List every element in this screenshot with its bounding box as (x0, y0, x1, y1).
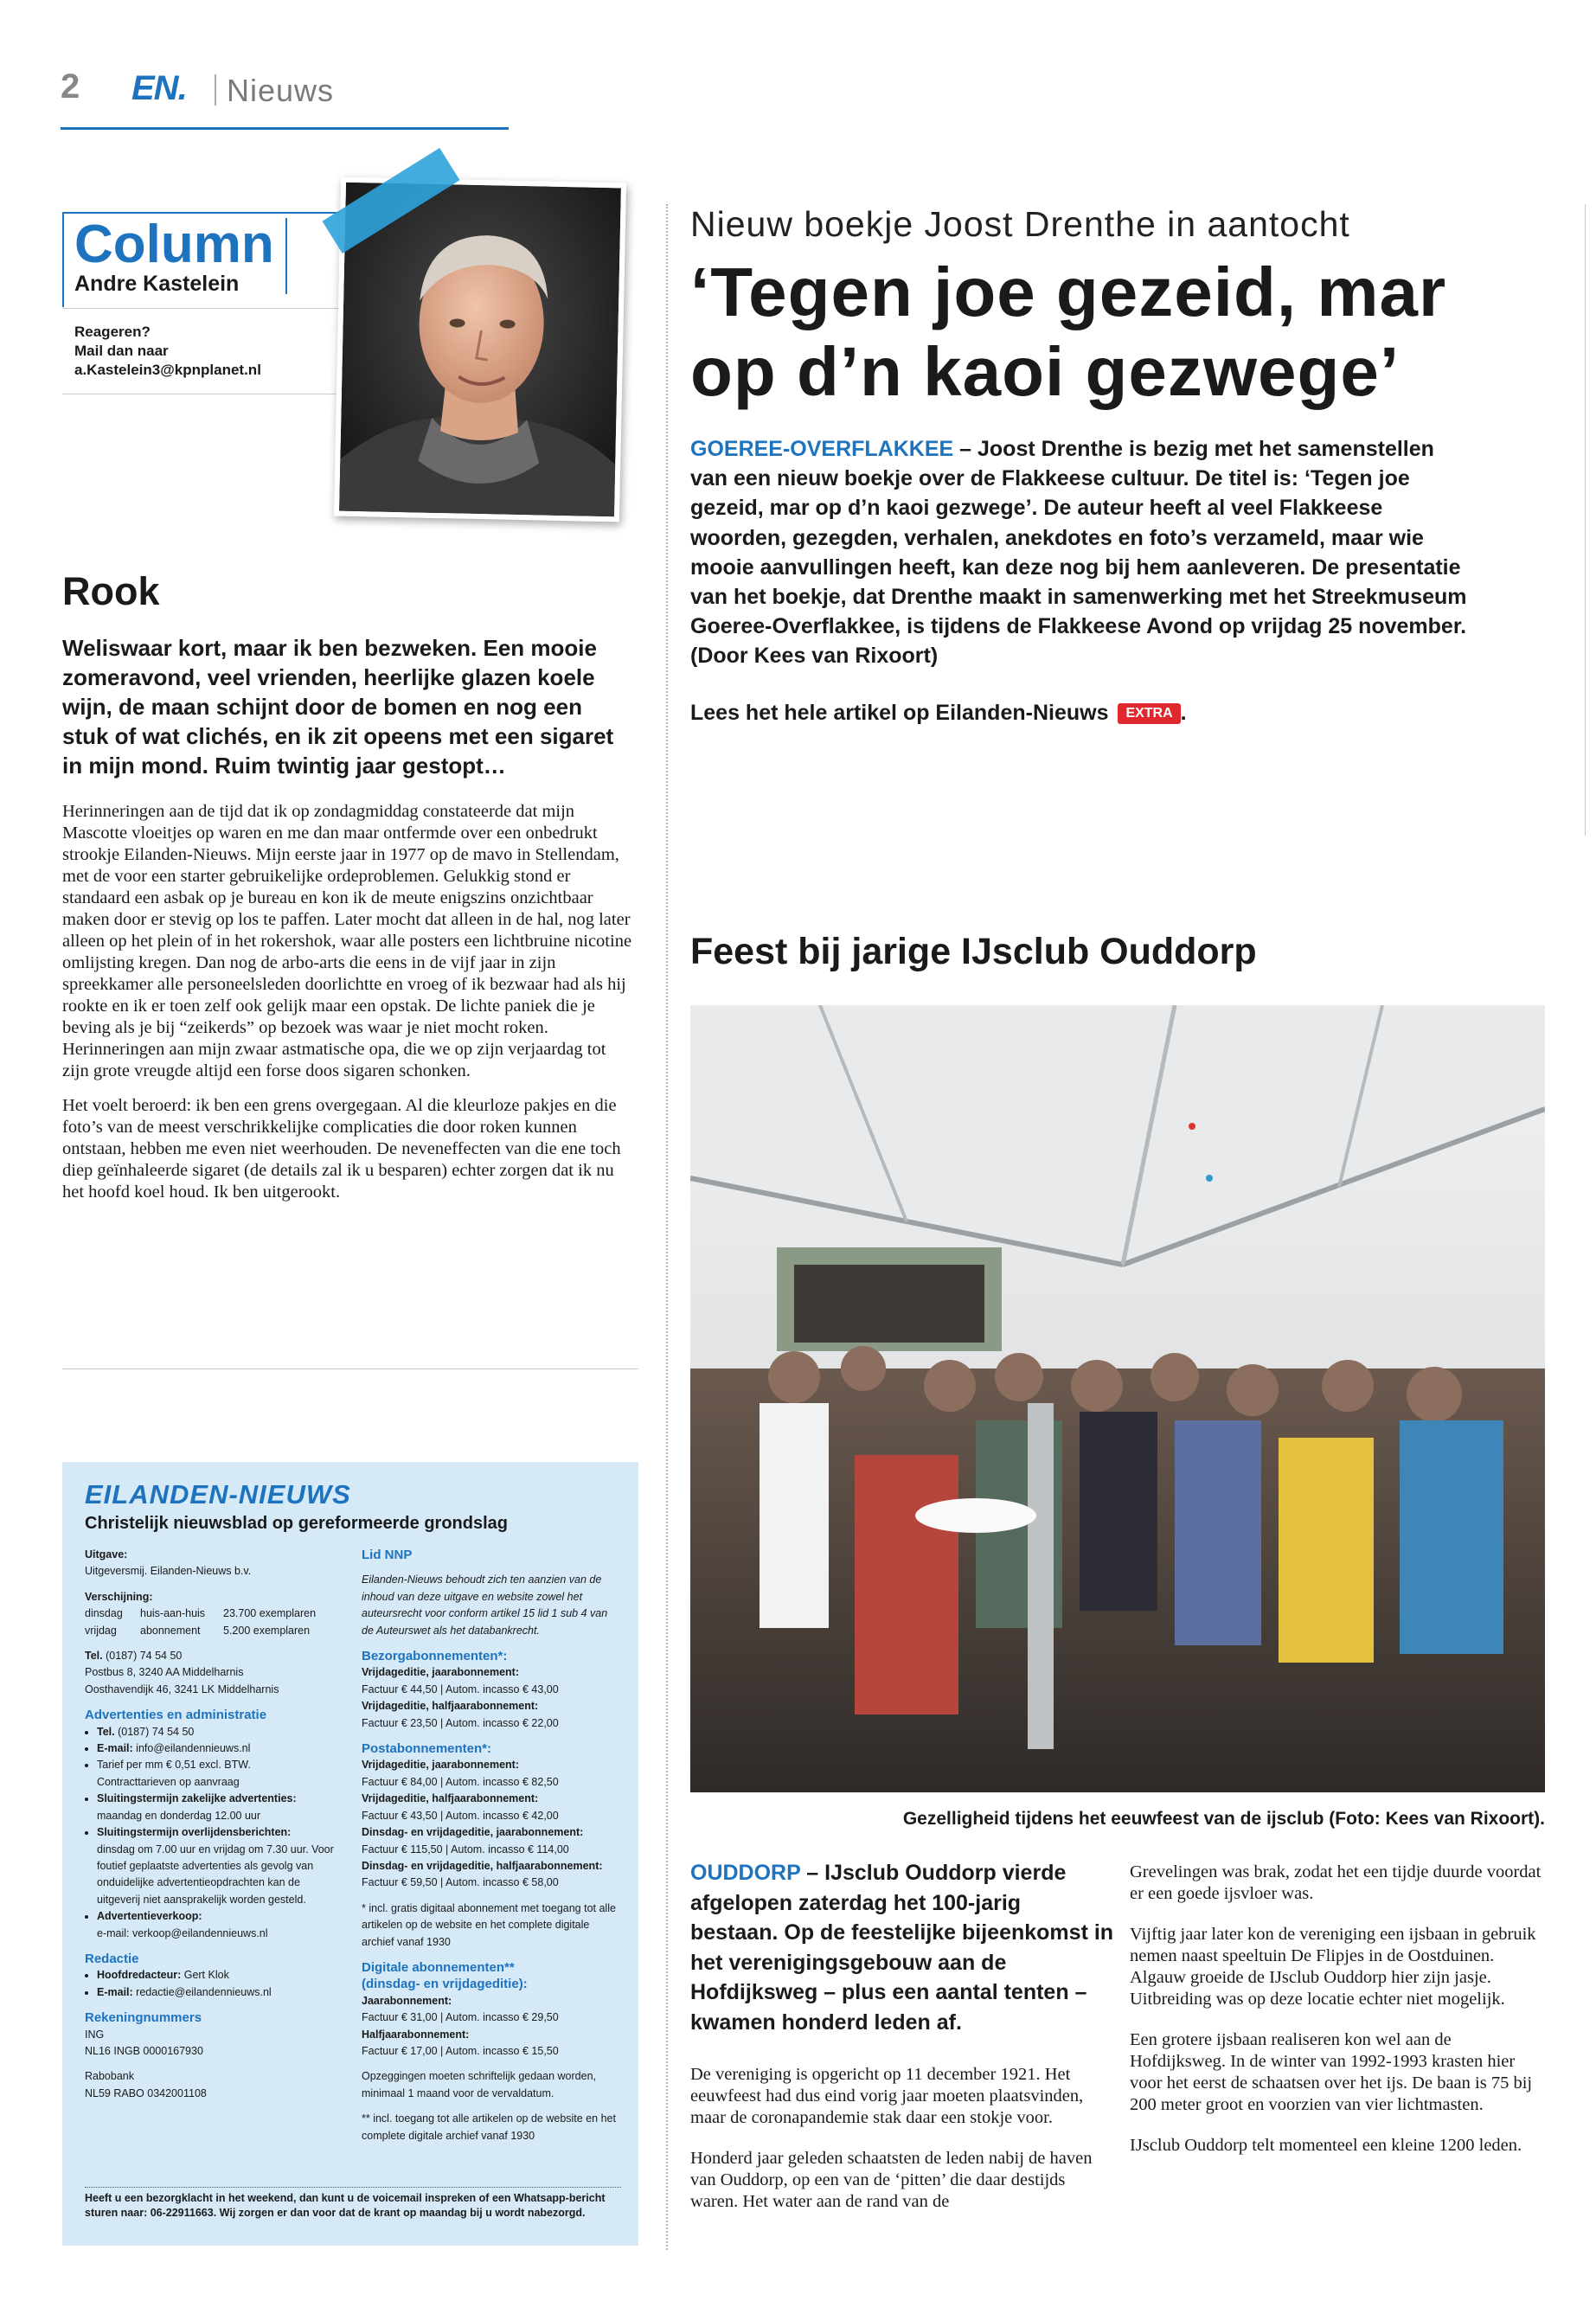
label: Advertentieverkoop: (97, 1910, 202, 1923)
digital-heading-sub: (dinsdag- en vrijdageditie): (362, 1977, 528, 1992)
address: Postbus 8, 3240 AA Middelharnis (85, 1666, 244, 1679)
column-author: Andre Kastelein (74, 272, 240, 296)
extra-badge[interactable]: EXTRA (1118, 703, 1180, 724)
lid-nnp: Lid NNP (362, 1548, 413, 1562)
article1-dateline: GOEREE-OVERFLAKKEE (690, 437, 954, 461)
value: dinsdag om 7.00 uur en vrijdag om 7.30 uur. Voor foutief geplaatste advertenties als gevolg van onduidelijke advertentieopdrachten kan de uitgeverij niet aansprakelijk worden gesteld. (97, 1843, 334, 1906)
value: maandag en donderdag 12.00 uur (97, 1809, 261, 1822)
adv-tarief (97, 1757, 344, 1791)
label: Tel. (97, 1725, 115, 1738)
price-value: Factuur € 115,50 | Autom. incasso € 114,00 (362, 1843, 569, 1856)
price-label: Vrijdageditie, halfjaarabonnement: (362, 1700, 539, 1713)
tel-value: (0187) 74 54 50 (106, 1650, 183, 1663)
value: Contracttarieven op aanvraag (97, 1775, 240, 1788)
verschijning-label: Verschijning: (85, 1590, 153, 1603)
column-box-left-border (62, 212, 64, 307)
column-divider (666, 204, 668, 2250)
adv-verkoop (97, 1908, 344, 1942)
verschijning-type: abonnement (140, 1624, 201, 1637)
footnote: * incl. gratis digitaal abonnement met toegang tot alle artikelen op de website en het complete digitale archief vanaf 1930 (362, 1901, 616, 1948)
hoofdredacteur (97, 1967, 344, 1984)
bank: ING (85, 2028, 105, 2041)
price-value: Factuur € 17,00 | Autom. incasso € 15,50 (362, 2044, 559, 2057)
price-value: Factuur € 23,50 | Autom. incasso € 22,00 (362, 1716, 559, 1729)
label: Hoofdredacteur: (97, 1969, 182, 1982)
article2-body-right (1130, 1862, 1545, 2176)
verschijning-count: 5.200 exemplaren (223, 1624, 311, 1637)
bezorg-heading: Bezorgabonnementen*: (362, 1649, 508, 1664)
adv-list (85, 1724, 344, 1942)
price-label: Jaarabonnement: (362, 1994, 452, 2007)
brand-logo: EN. (131, 69, 187, 107)
rekening-heading: Rekeningnummers (85, 2010, 202, 2026)
sluiting-zakelijk (97, 1791, 344, 1824)
value[interactable]: info@eilandennieuws.nl (136, 1742, 251, 1755)
article2-intro (690, 1858, 1114, 2037)
adv-email (97, 1740, 344, 1757)
bank: Rabobank (85, 2070, 134, 2083)
column-headline: Rook (62, 569, 160, 613)
article1-text: – Joost Drenthe is bezig met het samenstellen van een nieuw boekje over de Flakkeese cultuur. De titel is: ‘Tegen joe gezeid, mar op d’n kaoi gezwege’. De auteur heeft al veel Flakkeese woorden, gezegden, verhalen, anekdotes en foto’s verzameld, maar wie mooie aanvullingen heeft, kan deze nog bij hem aanleveren. De presentatie van het boekje, dat Drenthe maakt in samenwerking met het Streekmuseum Goeree-Overflakkee, is tijdens de Flakkeese Avond op vrijdag 25 november. (Door Kees van Rixoort) (690, 437, 1467, 669)
article2-headline: Feest bij jarige IJsclub Ouddorp (690, 931, 1257, 972)
header-separator (215, 74, 216, 106)
adv-heading: Advertenties en administratie (85, 1708, 267, 1723)
colophon-footer: Heeft u een bezorgklacht in het weekend, dan kunt u de voicemail inspreken of een Whatsapp-bericht sturen naar: 06-22911663. Wij zorgen er dan voor dat de krant op maandag bij u wordt nabezorgd. (85, 2187, 621, 2221)
verschijning-row (85, 1606, 344, 1622)
article2-paragraph: Honderd jaar geleden schaatsten de leden nabij de haven van Ouddorp, op een van de ‘pitten’ die daar destijds waren. Het water aan de rand van de (690, 2149, 1093, 2211)
value: Tarief per mm € 0,51 excl. BTW. (97, 1759, 251, 1772)
header-underline (61, 127, 509, 130)
tel-label: Tel. (85, 1650, 103, 1663)
verschijning-count: 23.700 exemplaren (223, 1607, 317, 1620)
article2-paragraph: IJsclub Ouddorp telt momenteel een kleine 1200 leden. (1130, 2136, 1522, 2155)
value: (0187) 74 54 50 (118, 1725, 195, 1738)
headline-line: op d’n kaoi gezwege’ (690, 333, 1401, 410)
read-more-end: . (1180, 701, 1187, 725)
label: Sluitingstermijn overlijdensberichten: (97, 1826, 292, 1839)
article1-headline (690, 253, 1555, 412)
price-value: Factuur € 31,00 | Autom. incasso € 29,50 (362, 2011, 559, 2024)
contact-email[interactable]: a.Kastelein3@kpnplanet.nl (74, 362, 261, 378)
footnote: ** incl. toegang tot alle artikelen op de website en het complete digitale archief vanaf 1930 (362, 2112, 616, 2142)
bank-number: NL59 RABO 0342001108 (85, 2086, 207, 2099)
adv-tel (97, 1724, 344, 1740)
value: e-mail: verkoop@eilandennieuws.nl (97, 1926, 268, 1939)
divider (62, 1368, 638, 1369)
contact-line: Mail dan naar (74, 343, 169, 359)
column-label: Column (74, 215, 274, 274)
column-paragraph: Herinneringen aan de tijd dat ik op zondagmiddag constateerde dat mijn Mascotte vloeitjes op waren en me dan maar ontfermde over een onbedrukt strookje Eilanden-Nieuws. Mijn eerste jaar in 1977 op de mavo in Stellendam, met de voor een starter gebruikelijke ordeproblemen. Gelukkig stond er standaard een asbak op je bureau en kon ik de meute enigszins onzichtbaar maken door er stevig op los te paffen. Later mocht dat alleen in de hal, nog later alleen op het plein of in het rokershok, waar alle posters een lichtbruine nicotine omlijsting kregen. Dan nog de arbo-arts die eens in de vijf jaar in zijn spreekkamer alle personeelsleden doorlichtte en vroeg of ik bezwaar had als hij rookte en ik er toen zelf ook gelijk maar een opstak. De lichte paniek die je beving als je bij “zeikerds” op bezoek was waar je niet mocht roken. Herinneringen aan mijn zwaar astmatische opa, die we op zijn verjaardag tot zijn grote vreugde altijd een forse doos sigaren schonken. (62, 802, 632, 1080)
column-label-divider (285, 218, 287, 294)
value[interactable]: redactie@eilandennieuws.nl (136, 1985, 272, 1998)
photo-caption: Gezelligheid tijdens het eeuwfeest van de ijsclub (Foto: Kees van Rixoort). (902, 1809, 1545, 1829)
price-value: Factuur € 43,50 | Autom. incasso € 42,00 (362, 1809, 559, 1822)
rights-notice: Eilanden-Nieuws behoudt zich ten aanzien van de inhoud van deze uitgave en website zowel het auteursrecht voor conform artikel 15 lid 1 sub 4 van de Auteurswet als het databankrecht. (362, 1574, 608, 1637)
post-heading: Postabonnementen*: (362, 1741, 492, 1757)
label: Sluitingstermijn zakelijke advertenties: (97, 1792, 297, 1805)
redactie-email (97, 1984, 344, 2001)
article1-body (690, 434, 1469, 671)
column-box-top-border (62, 212, 339, 214)
label: E-mail: (97, 1742, 133, 1755)
price-value: Factuur € 84,00 | Autom. incasso € 82,50 (362, 1775, 559, 1788)
address: Oosthavendijk 46, 3241 LK Middelharnis (85, 1682, 279, 1695)
price-label: Halfjaarabonnement: (362, 2028, 470, 2041)
digital-heading: Digitale abonnementen** (362, 1959, 515, 1975)
read-more-link[interactable] (690, 701, 1187, 726)
verschijning-day: dinsdag (85, 1607, 123, 1620)
article2-paragraph: Vijftig jaar later kon de vereniging een ijsbaan in gebruik nemen naast speeltuin De Flipjes in de Oostduinen. Algauw groeide de IJsclub Ouddorp hier zijn jasje. Uitbreiding was op deze locatie echter niet mogelijk. (1130, 1925, 1536, 2009)
colophon-logo: EILANDEN-NIEUWS (85, 1479, 351, 1509)
headline-line: ‘Tegen joe gezeid, mar (690, 253, 1447, 330)
colophon-subtitle: Christelijk nieuwsblad op gereformeerde grondslag (85, 1514, 508, 1533)
redactie-heading: Redactie (85, 1951, 139, 1966)
sluiting-overlijden (97, 1824, 344, 1908)
verschijning-row (85, 1623, 344, 1639)
column-paragraph: Het voelt beroerd: ik ben een grens overgegaan. Al die kleurloze pakjes en die foto’s van de meest verschrikkelijke complicaties die door roken kunnen ontstaan, hebben me even niet weerhouden. De neveneffecten van die ene toch diep geïnhaleerde sigaret (de details zal ik u besparen) echter zorgen dat ik nu het hoofd koel houd. Ik ben uitgerookt. (62, 1096, 621, 1202)
article2-body-left (690, 2064, 1097, 2232)
section-name: Nieuws (227, 73, 335, 108)
colophon-right (362, 1547, 621, 2144)
price-label: Vrijdageditie, jaarabonnement: (362, 1759, 519, 1772)
event-photo (690, 1005, 1545, 1792)
colophon-left (85, 1547, 344, 2102)
page-number: 2 (61, 67, 80, 106)
uitgave-label: Uitgave: (85, 1548, 128, 1561)
bank-number: NL16 INGB 0000167930 (85, 2044, 203, 2057)
article2-dateline: OUDDORP (690, 1861, 801, 1885)
price-value: Factuur € 44,50 | Autom. incasso € 43,00 (362, 1682, 559, 1695)
divider (62, 308, 339, 309)
column-body (62, 801, 633, 1216)
price-label: Vrijdageditie, jaarabonnement: (362, 1666, 519, 1679)
article2-paragraph: Grevelingen was brak, zodat het een tijdje duurde voordat er een goede ijsvloer was. (1130, 1862, 1542, 1903)
uitgave: Uitgeversmij. Eilanden-Nieuws b.v. (85, 1565, 252, 1578)
telephone (85, 1648, 344, 1664)
read-more-text: Lees het hele artikel op Eilanden-Nieuws (690, 701, 1109, 725)
price-label: Vrijdageditie, halfjaarabonnement: (362, 1792, 539, 1805)
label: E-mail: (97, 1985, 133, 1998)
column-intro: Weliswaar kort, maar ik ben bezweken. Een mooie zomeravond, veel vrienden, heerlijke glazen koele wijn, de maan schijnt door de bomen en nog een stuk of wat clichés, en ik zit opeens met een sigaret in mijn mond. Ruim twintig jaar gestopt… (62, 635, 614, 779)
redactie-list (85, 1967, 344, 2001)
verschijning-day: vrijdag (85, 1624, 117, 1637)
price-label: Dinsdag- en vrijdageditie, halfjaarabonnement: (362, 1859, 603, 1872)
edge-rule (1585, 204, 1586, 836)
value: Gert Klok (183, 1969, 229, 1982)
price-label: Dinsdag- en vrijdageditie, jaarabonnement: (362, 1826, 584, 1839)
article1-kicker: Nieuw boekje Joost Drenthe in aantocht (690, 204, 1350, 244)
contact-line: Reageren? (74, 324, 151, 340)
column-contact (74, 323, 261, 380)
article2-paragraph: De vereniging is opgericht op 11 december 1921. Het eeuwfeest had dus eind vorig jaar moeten plaatsvinden, maar de coronapandemie stak daar een stokje voor. (690, 2065, 1084, 2127)
price-value: Factuur € 59,50 | Autom. incasso € 58,00 (362, 1876, 559, 1889)
article2-intro-text: – IJsclub Ouddorp vierde afgelopen zaterdag het 100-jarig bestaan. Op de feestelijke bijeenkomst in het verenigingsgebouw aan de Hofdijksweg – plus een aantal tenten – kwamen honderd leden af. (690, 1861, 1114, 2035)
colophon (62, 1462, 638, 2246)
opzegging: Opzeggingen moeten schriftelijk gedaan worden, minimaal 1 maand voor de vervaldatum. (362, 2070, 597, 2099)
verschijning-type: huis-aan-huis (140, 1607, 206, 1620)
author-portrait (339, 183, 621, 517)
article2-paragraph: Een grotere ijsbaan realiseren kon wel aan de Hofdijksweg. In de winter van 1992-1993 krasten hier voor het eerst de schaatsen over het ijs. De baan is 75 bij 200 meter groot en voorzien van vier lichtmasten. (1130, 2030, 1533, 2114)
